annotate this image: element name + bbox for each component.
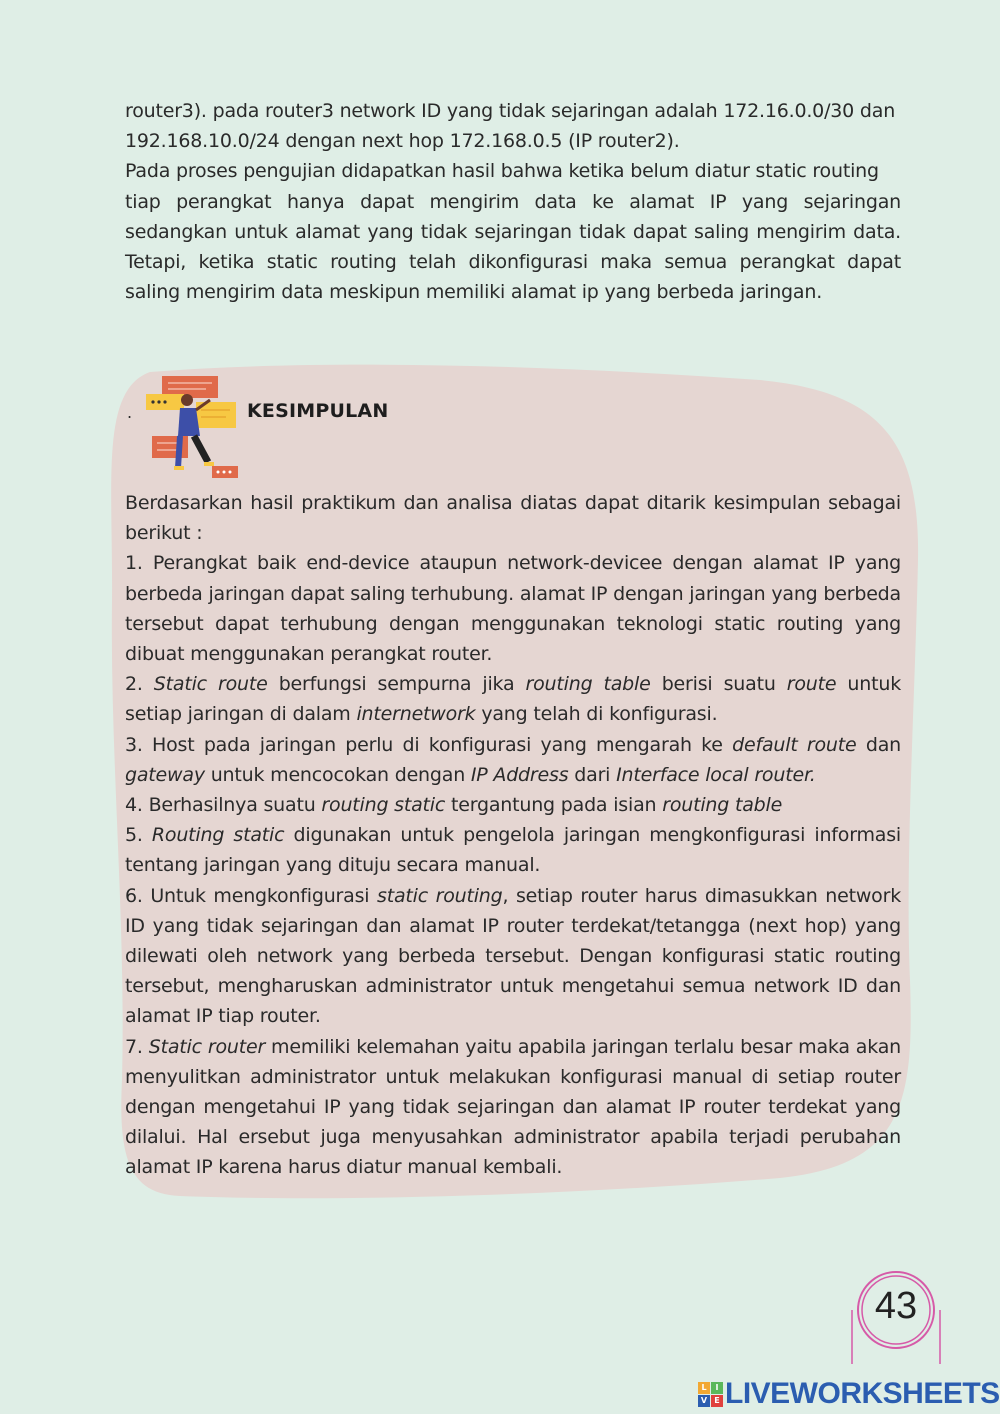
item-term: route: [786, 673, 837, 696]
conclusion-opening: Berdasarkan hasil praktikum dan analisa diatas dapat ditarik kesimpulan sebagai berikut :: [125, 492, 901, 545]
logo-letter: E: [711, 1395, 723, 1407]
item-term: routing static: [321, 794, 446, 817]
item-term: Interface local router.: [616, 763, 816, 786]
conclusion-item-6: [125, 881, 901, 1032]
item-text: berisi suatu: [650, 673, 787, 696]
item-text: 3. Host pada jaringan perlu di konfigurasi yang mengarah ke: [125, 733, 733, 756]
item-text: dari: [568, 763, 617, 786]
logo-letter: I: [711, 1382, 723, 1394]
item-term: static routing: [377, 884, 503, 907]
item-text: , setiap router harus dimasukkan network ID yang tidak sejaringan dan alamat IP router terdekat/tetangga (next hop) yang dilewati oleh network yang berbeda tersebut. Dengan konfigurasi static routing tersebut, mengharuskan administrator untuk mengetahui semua network ID dan alamat IP tiap router.: [125, 884, 902, 1028]
conclusion-item-4: [125, 790, 901, 820]
item-text: 7.: [125, 1035, 149, 1058]
liveworksheets-brand[interactable]: [698, 1378, 1000, 1410]
intro-section: [125, 96, 901, 307]
page-number: 43: [874, 1285, 918, 1327]
item-text: untuk mencocokan dengan: [204, 763, 471, 786]
conclusion-item-7: [125, 1032, 901, 1183]
item-term: default route: [732, 733, 857, 756]
item-term: Routing static: [151, 824, 285, 847]
item-text: untuk setiap jaringan di dalam: [125, 673, 902, 726]
item-text: berfungsi sempurna jika: [267, 673, 526, 696]
logo-letter: L: [698, 1382, 710, 1394]
item-text: 2.: [125, 673, 154, 696]
item-text: tergantung pada isian: [445, 794, 663, 817]
logo-letter: V: [698, 1395, 710, 1407]
conclusion-item-2: [125, 669, 901, 729]
item-term: IP Address: [470, 763, 569, 786]
item-text: 6. Untuk mengkonfigurasi: [125, 884, 377, 907]
conclusion-section: [125, 488, 901, 1183]
item-text: yang telah di konfigurasi.: [475, 703, 718, 726]
conclusion-item-5: [125, 820, 901, 880]
item-term: routing table: [525, 673, 651, 696]
item-text: 4. Berhasilnya suatu: [125, 794, 322, 817]
item-text: dan: [856, 733, 901, 756]
section-title: KESIMPULAN: [247, 400, 389, 422]
item-term: Static router: [148, 1035, 266, 1058]
item-term: routing table: [662, 794, 783, 817]
intro-line-2: 192.168.10.0/24 dengan next hop 172.168.0.5 (IP router2).: [125, 130, 680, 153]
item-term: gateway: [125, 763, 205, 786]
intro-paragraph: tiap perangkat hanya dapat mengirim data ke alamat IP yang sejaringan sedangkan untuk alamat yang tidak sejaringan tidak dapat saling mengirim data. Tetapi, ketika static routing telah dikonfigurasi maka semua perangkat dapat saling mengirim data meskipun memiliki alamat ip yang berbeda jaringan.: [125, 190, 901, 304]
item-text: 5.: [125, 824, 152, 847]
heading-bullet: .: [127, 403, 133, 422]
item-text: memiliki kelemahan yaitu apabila jaringan terlalu besar maka akan menyulitkan administrator untuk melakukan konfigurasi manual di setiap router dengan mengetahui IP yang tidak sejaringan dan alamat IP router terdekat yang dilalui. Hal ersebut juga menyusahkan administrator apabila terjadi perubahan alamat IP karena harus diatur manual kembali.: [125, 1035, 901, 1179]
intro-line-3: Pada proses pengujian didapatkan hasil bahwa ketika belum diatur static routing: [125, 160, 879, 183]
item-text: digunakan untuk pengelola jaringan mengkonfigurasi informasi tentang jaringan yang dituju secara manual.: [125, 824, 902, 877]
item-term: internetwork: [356, 703, 476, 726]
conclusion-item-1: 1. Perangkat baik end-device ataupun network-devicee dengan alamat IP yang berbeda jaringan dapat saling terhubung. alamat IP dengan jaringan yang berbeda tersebut dapat terhubung dengan menggunakan teknologi static routing yang dibuat menggunakan perangkat router.: [125, 552, 901, 666]
intro-line-1: router3). pada router3 network ID yang tidak sejaringan adalah 172.16.0.0/30 dan: [125, 100, 896, 122]
person-chat-illustration: [140, 370, 250, 485]
liveworksheets-logo-icon: [698, 1382, 723, 1407]
conclusion-item-3: [125, 730, 901, 790]
brand-name: LIVEWORKSHEETS: [725, 1377, 1000, 1410]
item-term: Static route: [153, 673, 268, 696]
